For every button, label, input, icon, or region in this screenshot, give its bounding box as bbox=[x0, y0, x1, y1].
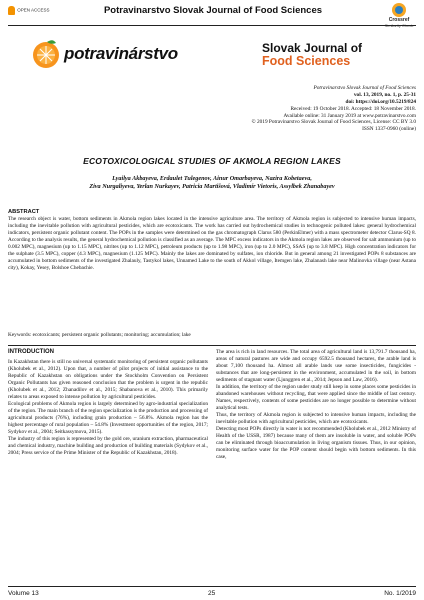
abstract-heading: ABSTRACT bbox=[8, 209, 40, 215]
running-head: Potravinarstvo Slovak Journal of Food Sciences bbox=[103, 5, 323, 16]
intro-paragraph: In Kazakhstan there is still no universal systematic monitoring of persistent organic pollutants (Kholubek et al., 2012). Upon that, a number of pilot projects of initial assistance to the Republic of Kazakhstan on obligations under the Stockholm Convention on Persistent Organic Pollutants has given reasoned conclusion that the problem is urgent in the republic (Kholubek et al., 2012; Zhanadilov et al., 2015; Shabanova et al., 2010). This primarily relates to areas exposed to intense pollution by agricultural pesticides. bbox=[8, 358, 208, 400]
meta-available: Available online: 31 January 2019 at www.potravinarstvo.com bbox=[283, 112, 416, 119]
journal-logo-line2: Food Sciences bbox=[262, 53, 351, 68]
open-access-label: OPEN ACCESS bbox=[17, 7, 50, 13]
introduction-heading: INTRODUCTION bbox=[8, 349, 54, 355]
intro-paragraph: The industry of this region is represented by the gold ore, uranium extraction, pharmaceutical and chemical industry, machine building and production of building materials (Sydykov et al., 2004; Press service of the Prime Minister of the Republic of Kazakhstan, 2018). bbox=[8, 435, 208, 456]
open-access-lock-icon bbox=[8, 6, 15, 15]
footer-issue: No. 1/2019 bbox=[384, 590, 416, 597]
potravinarstvo-wordmark: potravinárstvo bbox=[64, 44, 178, 63]
intro-paragraph: In addition, the territory of the region under study still keep in some places some pesticides in abandoned warehouses without recycling, that were applied since the middle of last century. Names, respectively, contents of some pesticides are no longer possible to determine without analytical tests. bbox=[216, 383, 416, 411]
authors-line-2: Ziva Nurgaliyeva, Yerlan Nurkayev, Patricia Martišová, Vladimír Vietoris, Assylbek Zhanabayev bbox=[89, 183, 335, 191]
intro-paragraph: Ecological problems of Akmola region is largely determined by agro-industrial specialization of the region. The main branch of the region specialization is the production and processing of agricultural products (76%), including grain production – 56.8%. Akmola region has the highest percentage of rural population – 54.8% (Investment opportunities of the region, 2017; Sydykov et al., 2004; Seitkassymova, 2015). bbox=[8, 400, 208, 435]
potravinarstvo-logo bbox=[30, 38, 190, 72]
crossref-icon bbox=[392, 3, 406, 17]
journal-logo bbox=[262, 42, 412, 68]
body-left-column bbox=[8, 349, 208, 457]
abstract-rule bbox=[8, 345, 416, 346]
journal-logo-line1: Slovak Journal of bbox=[262, 41, 363, 55]
intro-paragraph: Thus, the territory of Akmola region is subjected to intensive human impacts, including the inevitable pollution with agricultural pesticides, which are ecotoxicants. bbox=[216, 411, 416, 425]
meta-volume: vol. 13, 2019, no. 1, p. 25-31 bbox=[353, 91, 416, 98]
body-right-column bbox=[216, 349, 416, 461]
authors-line-1: Lyailya Akbayeva, Erdaulet Tulegenov, Ainur Omarbayeva, Nazira Kobetaeva, bbox=[112, 175, 312, 182]
article-title: ECOTOXICOLOGICAL STUDIES OF AKMOLA REGION LAKES bbox=[83, 156, 341, 166]
meta-received: Received: 19 October 2018. Accepted: 18 November 2018. bbox=[290, 105, 416, 112]
abstract-text: The research object is water, bottom sediments in Akmola region lakes located in the intensive agriculture area. The territory of Akmola region is subjected to intensive human impacts, including the inevitable pollution with agricultural pesticides, which are ecotoxicants. The work has carried out hydrochemical studies in technogenic polluted lakes: general hydrochemical indicators, persistent organic pollutant content. The POPs in the samples were determined on the gas chromatograph Clarus 580 (PerkinElmer) with a mass spectrometer detector Clarus-SQ 8. According to the analysis results, the general hydrochemical pollution is classified as an average. The MPC excess indicators in the Akmola region lakes are observed for salt ammonium (up to 0.002 MPC), magnesium (up to 1.15 MPC), nitrites (up to 1.12 MPC), petroleum products (up to 1.98 MPC), iron (up to 2.0 MPC), SSAS (up to 3.8 MPC). High concentration indicators for the sulphate (3.5 MPC), copper (4.3 MPC), magnesium (1.125 MPC). Mainly the lakes are dominated by sulfates, ion chloride. But in general among 21 investigated POPs 8 substances are accumulated in bottom sediments of the investigated Zhalauly, Tastykol lakes, Unnamed Lake to the south of Akkol village, Itemgen lake, Zhalanash lake near Malinovka village (near Astana city), Kokay, Yesey, Bolshoe Chebachie. bbox=[8, 216, 416, 271]
orange-fruit-icon bbox=[30, 38, 62, 70]
intro-paragraph: The area is rich in land resources. The total area of agricultural land is 13,791.7 thousand ha, areas of natural pastures are wide and occupy 6592.5 thousand hectares, the arable land is about 7,100 thousand ha. Almost all arable lands use some insecticides, fungicides - substances that are long-persistent in the environment, accumulated in the soil, in bottom sediments of stagnant water (Ljunggren et al., 2014; Jepson and Law, 2016). bbox=[216, 349, 416, 383]
meta-journal: Potravinarstvo Slovak Journal of Food Sciences bbox=[313, 85, 416, 91]
meta-doi[interactable]: doi: https://doi.org/10.5219/824 bbox=[345, 98, 416, 105]
footer-rule bbox=[8, 586, 416, 587]
header-rule bbox=[8, 25, 416, 26]
author-list bbox=[20, 175, 404, 192]
crossref-name: Crossref bbox=[388, 17, 410, 23]
meta-issn: ISSN 1337-0960 (online) bbox=[362, 126, 416, 133]
meta-copyright: © 2019 Potravinarstvo Slovak Journal of Food Sciences, License: CC BY 3.0 bbox=[251, 119, 416, 126]
article-meta bbox=[220, 85, 416, 133]
footer-page-number: 25 bbox=[208, 590, 216, 597]
keywords: Keywords: ecotoxicants; persistent organic pollutants; monitoring; accumulation; lake bbox=[8, 332, 191, 338]
open-access-badge bbox=[8, 6, 50, 15]
footer-volume: Volume 13 bbox=[8, 590, 39, 597]
intro-paragraph: Detecting most POPs directly in water is not recommended (Kholubek et al., 2012 Ministry of Health of the USSR, 1987) because many of them are insoluble in water, and soluble POPs can be eliminated through bioaccumulation in living organism tissues. Thus, in our opinion, monitoring surface water for the POP content should begin with bottom sediments. In this case, bbox=[216, 425, 416, 460]
